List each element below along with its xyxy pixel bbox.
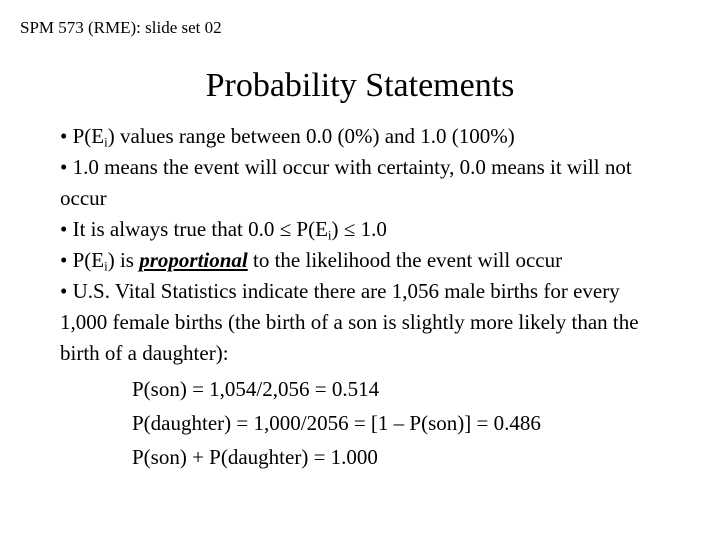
subscript: i <box>327 227 332 243</box>
subscript: i <box>104 258 108 274</box>
bullet-text: to the likelihood the event will occur <box>247 248 563 272</box>
slide-header: SPM 573 (RME): slide set 02 <box>20 18 222 37</box>
bullet-value-range <box>60 121 660 152</box>
formula-block <box>60 372 660 474</box>
bullet-text: ) values range between 0.0 (0%) and 1.0 (100%) <box>107 124 515 148</box>
subscript: i <box>104 134 108 150</box>
formula-son: P(son) = 1,054/2,056 = 0.514 <box>132 377 380 401</box>
bullet-proportional <box>60 245 660 276</box>
bullet-text: • It is always true that 0.0 ≤ P(E <box>60 217 328 241</box>
bullet-text: • P(E <box>60 248 105 272</box>
bullet-vital-statistics: • U.S. Vital Statistics indicate there are 1,056 male births for every 1,000 female births (the birth of a son is slightly more likely than the birth of a daughter): <box>60 279 639 365</box>
emphasized-word: proportional <box>139 248 248 272</box>
formula-daughter: P(daughter) = 1,000/2056 = [1 – P(son)] = 0.486 <box>132 411 541 435</box>
bullet-certainty: • 1.0 means the event will occur with certainty, 0.0 means it will not occur <box>60 155 632 210</box>
bullet-always-true <box>60 214 660 245</box>
bullet-text: ) is <box>107 248 140 272</box>
bullet-text: • P(E <box>60 124 105 148</box>
bullet-text: ) ≤ 1.0 <box>331 217 387 241</box>
formula-sum: P(son) + P(daughter) = 1.000 <box>132 445 378 469</box>
slide-title: Probability Statements <box>205 67 515 104</box>
bullet-list <box>60 121 660 474</box>
